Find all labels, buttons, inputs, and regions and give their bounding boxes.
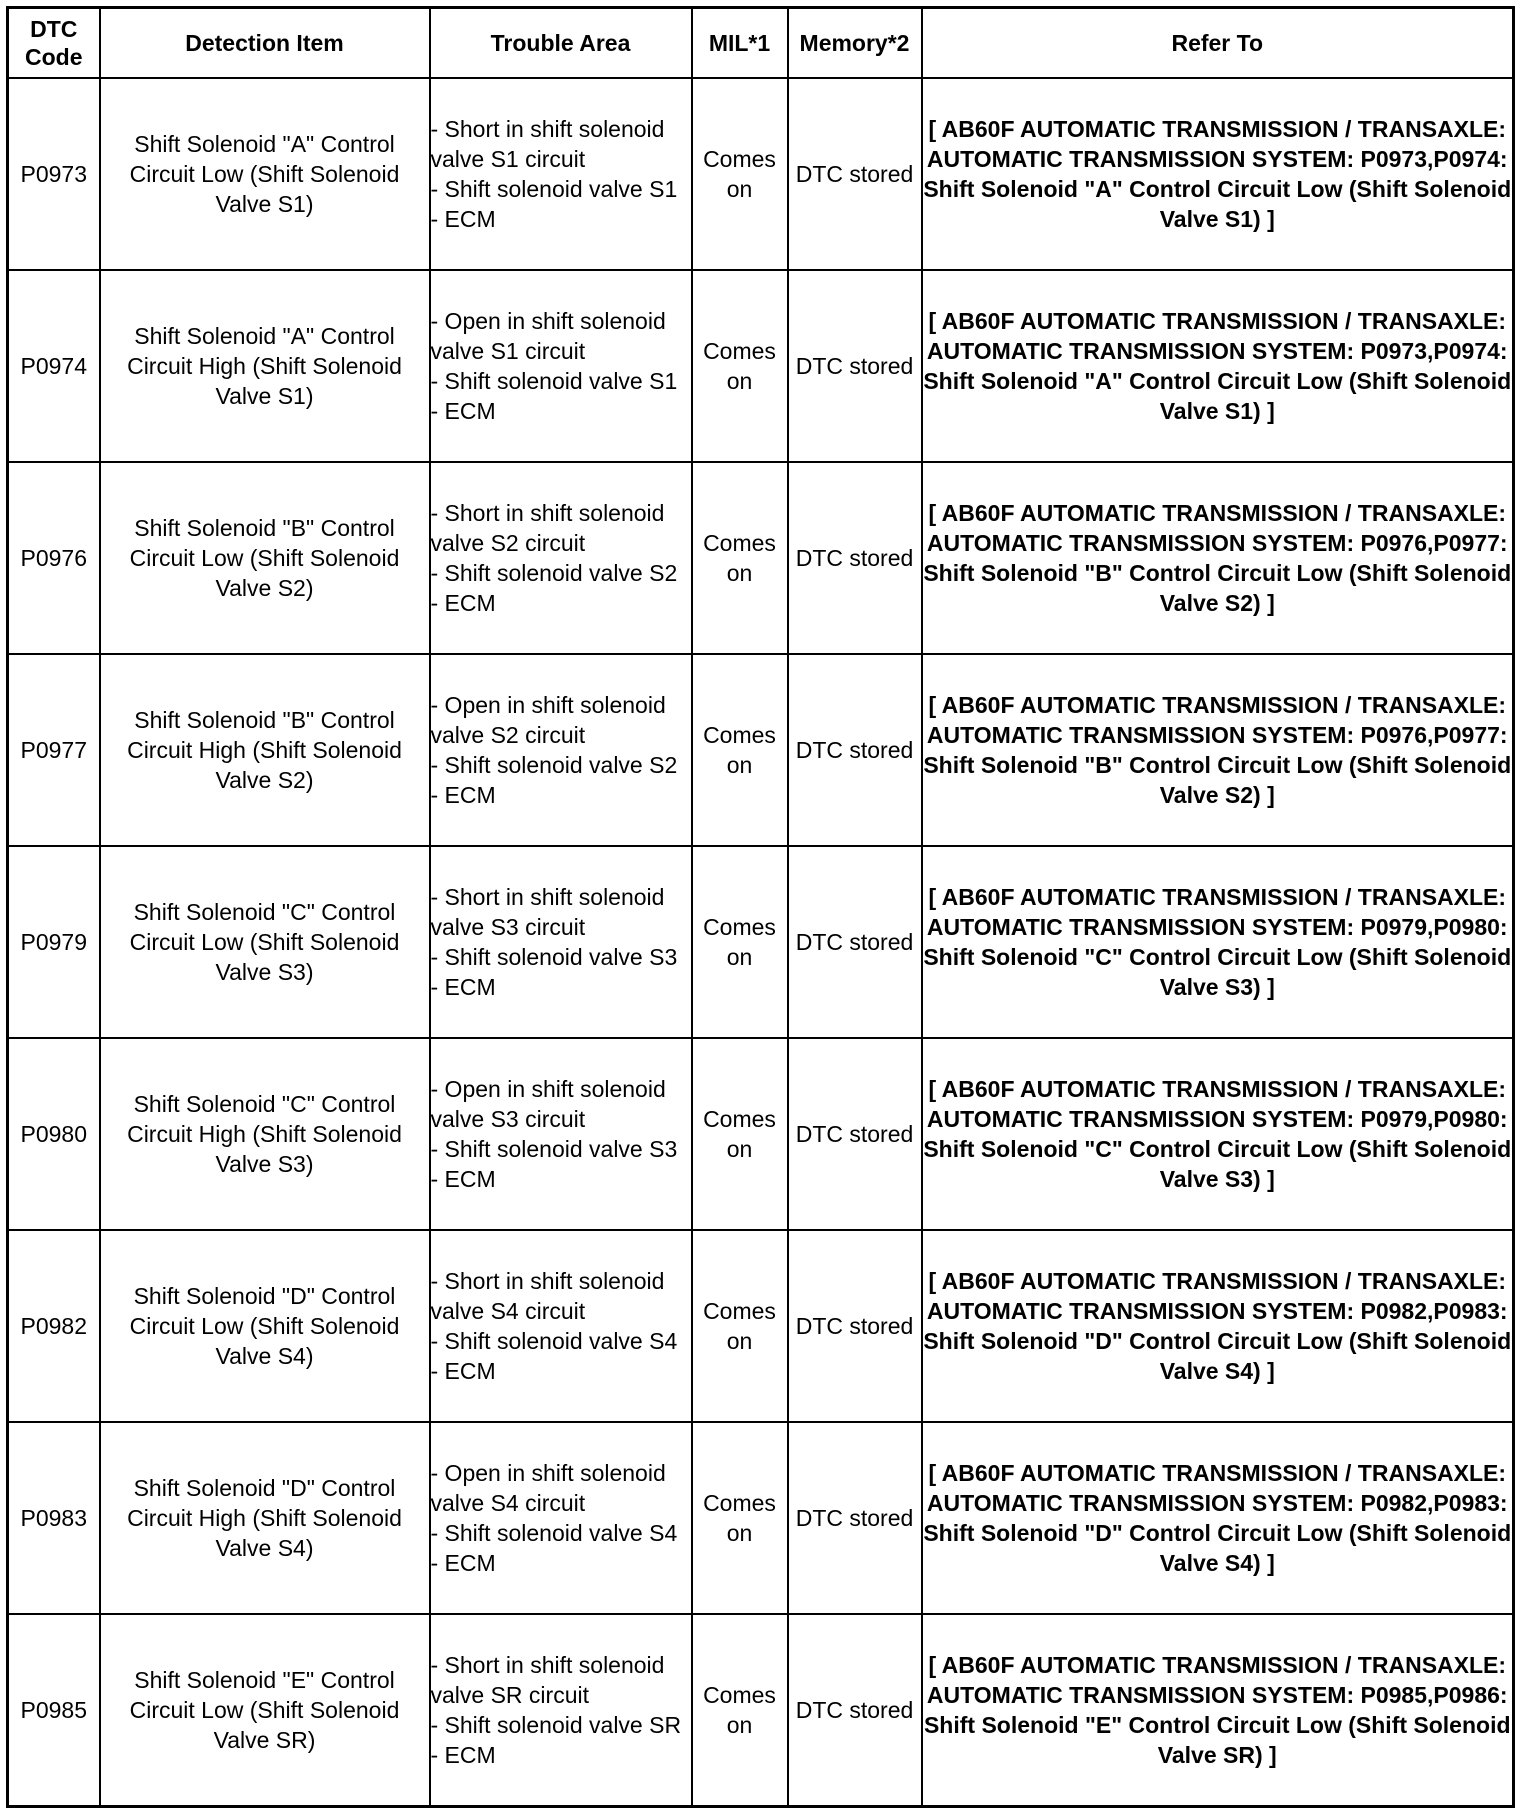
- table-row: [8, 462, 1514, 654]
- trouble-area-line: - ECM: [430, 398, 496, 424]
- memory-cell: DTC stored: [788, 1038, 922, 1230]
- trouble-area-cell: [430, 1038, 692, 1230]
- mil-cell: Comes on: [692, 78, 788, 270]
- trouble-area-line: - Shift solenoid valve S4: [430, 1520, 678, 1546]
- refer-to-cell: [ AB60F AUTOMATIC TRANSMISSION / TRANSAXLE: AUTOMATIC TRANSMISSION SYSTEM: P0985,P0986: Shift Solenoid "E" Control Circuit Low (Shift Solenoid Valve SR) ]: [922, 1614, 1514, 1807]
- trouble-area-line: - Short in shift solenoid valve SR circuit: [430, 1652, 665, 1708]
- detection-item-cell: Shift Solenoid "B" Control Circuit Low (Shift Solenoid Valve S2): [100, 462, 430, 654]
- dtc-code-cell: P0976: [8, 462, 100, 654]
- memory-cell: DTC stored: [788, 270, 922, 462]
- trouble-area-line: - Shift solenoid valve S2: [430, 560, 678, 586]
- table-row: [8, 654, 1514, 846]
- trouble-area-line: - ECM: [430, 590, 496, 616]
- memory-cell: DTC stored: [788, 846, 922, 1038]
- header-refer-to: Refer To: [922, 8, 1514, 79]
- memory-cell: DTC stored: [788, 1230, 922, 1422]
- trouble-area-line: - ECM: [430, 1550, 496, 1576]
- detection-item-cell: Shift Solenoid "C" Control Circuit Low (Shift Solenoid Valve S3): [100, 846, 430, 1038]
- refer-to-cell: [ AB60F AUTOMATIC TRANSMISSION / TRANSAXLE: AUTOMATIC TRANSMISSION SYSTEM: P0973,P0974: Shift Solenoid "A" Control Circuit Low (Shift Solenoid Valve S1) ]: [922, 270, 1514, 462]
- dtc-code-cell: P0983: [8, 1422, 100, 1614]
- trouble-area-line: - Short in shift solenoid valve S1 circuit: [430, 116, 665, 172]
- trouble-area-line: - Shift solenoid valve S1: [430, 176, 678, 202]
- trouble-area-line: - Shift solenoid valve S1: [430, 368, 678, 394]
- memory-cell: DTC stored: [788, 78, 922, 270]
- trouble-area-line: - Shift solenoid valve S3: [430, 1136, 678, 1162]
- memory-cell: DTC stored: [788, 462, 922, 654]
- refer-to-cell: [ AB60F AUTOMATIC TRANSMISSION / TRANSAXLE: AUTOMATIC TRANSMISSION SYSTEM: P0982,P0983: Shift Solenoid "D" Control Circuit Low (Shift Solenoid Valve S4) ]: [922, 1422, 1514, 1614]
- dtc-code-cell: P0973: [8, 78, 100, 270]
- trouble-area-cell: [430, 1614, 692, 1807]
- mil-cell: Comes on: [692, 1422, 788, 1614]
- trouble-area-line: - Open in shift solenoid valve S1 circuit: [430, 308, 666, 364]
- refer-to-cell: [ AB60F AUTOMATIC TRANSMISSION / TRANSAXLE: AUTOMATIC TRANSMISSION SYSTEM: P0976,P0977: Shift Solenoid "B" Control Circuit Low (Shift Solenoid Valve S2) ]: [922, 462, 1514, 654]
- header-trouble-area: Trouble Area: [430, 8, 692, 79]
- detection-item-cell: Shift Solenoid "A" Control Circuit Low (Shift Solenoid Valve S1): [100, 78, 430, 270]
- dtc-code-cell: P0982: [8, 1230, 100, 1422]
- trouble-area-line: - ECM: [430, 1358, 496, 1384]
- refer-to-cell: [ AB60F AUTOMATIC TRANSMISSION / TRANSAXLE: AUTOMATIC TRANSMISSION SYSTEM: P0979,P0980: Shift Solenoid "C" Control Circuit Low (Shift Solenoid Valve S3) ]: [922, 1038, 1514, 1230]
- mil-cell: Comes on: [692, 846, 788, 1038]
- trouble-area-line: - Short in shift solenoid valve S4 circuit: [430, 1268, 665, 1324]
- trouble-area-line: - ECM: [430, 974, 496, 1000]
- trouble-area-line: - ECM: [430, 782, 496, 808]
- header-mil: MIL*1: [692, 8, 788, 79]
- trouble-area-line: - Short in shift solenoid valve S2 circuit: [430, 500, 665, 556]
- trouble-area-line: - Shift solenoid valve S4: [430, 1328, 678, 1354]
- mil-cell: Comes on: [692, 1038, 788, 1230]
- trouble-area-line: - Open in shift solenoid valve S3 circuit: [430, 1076, 666, 1132]
- refer-to-cell: [ AB60F AUTOMATIC TRANSMISSION / TRANSAXLE: AUTOMATIC TRANSMISSION SYSTEM: P0973,P0974: Shift Solenoid "A" Control Circuit Low (Shift Solenoid Valve S1) ]: [922, 78, 1514, 270]
- trouble-area-line: - Open in shift solenoid valve S4 circuit: [430, 1460, 666, 1516]
- table-row: [8, 78, 1514, 270]
- table-row: [8, 1230, 1514, 1422]
- trouble-area-cell: [430, 654, 692, 846]
- detection-item-cell: Shift Solenoid "D" Control Circuit High (Shift Solenoid Valve S4): [100, 1422, 430, 1614]
- trouble-area-line: - Shift solenoid valve SR: [430, 1712, 682, 1738]
- header-dtc-code: DTC Code: [8, 8, 100, 79]
- trouble-area-line: - Open in shift solenoid valve S2 circuit: [430, 692, 666, 748]
- table-row: [8, 1038, 1514, 1230]
- trouble-area-line: - Short in shift solenoid valve S3 circuit: [430, 884, 665, 940]
- table-row: [8, 1422, 1514, 1614]
- trouble-area-cell: [430, 78, 692, 270]
- table-row: [8, 1614, 1514, 1807]
- detection-item-cell: Shift Solenoid "C" Control Circuit High (Shift Solenoid Valve S3): [100, 1038, 430, 1230]
- trouble-area-cell: [430, 1230, 692, 1422]
- dtc-code-cell: P0974: [8, 270, 100, 462]
- dtc-code-cell: P0979: [8, 846, 100, 1038]
- trouble-area-line: - Shift solenoid valve S3: [430, 944, 678, 970]
- detection-item-cell: Shift Solenoid "D" Control Circuit Low (Shift Solenoid Valve S4): [100, 1230, 430, 1422]
- refer-to-cell: [ AB60F AUTOMATIC TRANSMISSION / TRANSAXLE: AUTOMATIC TRANSMISSION SYSTEM: P0979,P0980: Shift Solenoid "C" Control Circuit Low (Shift Solenoid Valve S3) ]: [922, 846, 1514, 1038]
- table-row: [8, 270, 1514, 462]
- mil-cell: Comes on: [692, 1230, 788, 1422]
- dtc-table: [6, 6, 1515, 1808]
- trouble-area-cell: [430, 462, 692, 654]
- trouble-area-line: - ECM: [430, 1742, 496, 1768]
- detection-item-cell: Shift Solenoid "E" Control Circuit Low (Shift Solenoid Valve SR): [100, 1614, 430, 1807]
- trouble-area-cell: [430, 1422, 692, 1614]
- memory-cell: DTC stored: [788, 1614, 922, 1807]
- trouble-area-line: - ECM: [430, 206, 496, 232]
- detection-item-cell: Shift Solenoid "A" Control Circuit High (Shift Solenoid Valve S1): [100, 270, 430, 462]
- refer-to-cell: [ AB60F AUTOMATIC TRANSMISSION / TRANSAXLE: AUTOMATIC TRANSMISSION SYSTEM: P0982,P0983: Shift Solenoid "D" Control Circuit Low (Shift Solenoid Valve S4) ]: [922, 1230, 1514, 1422]
- mil-cell: Comes on: [692, 270, 788, 462]
- trouble-area-cell: [430, 270, 692, 462]
- table-row: [8, 846, 1514, 1038]
- memory-cell: DTC stored: [788, 1422, 922, 1614]
- trouble-area-line: - Shift solenoid valve S2: [430, 752, 678, 778]
- dtc-code-cell: P0985: [8, 1614, 100, 1807]
- memory-cell: DTC stored: [788, 654, 922, 846]
- trouble-area-line: - ECM: [430, 1166, 496, 1192]
- dtc-code-cell: P0980: [8, 1038, 100, 1230]
- dtc-code-cell: P0977: [8, 654, 100, 846]
- detection-item-cell: Shift Solenoid "B" Control Circuit High (Shift Solenoid Valve S2): [100, 654, 430, 846]
- mil-cell: Comes on: [692, 462, 788, 654]
- mil-cell: Comes on: [692, 1614, 788, 1807]
- header-detection-item: Detection Item: [100, 8, 430, 79]
- mil-cell: Comes on: [692, 654, 788, 846]
- table-header-row: [8, 8, 1514, 79]
- header-memory: Memory*2: [788, 8, 922, 79]
- refer-to-cell: [ AB60F AUTOMATIC TRANSMISSION / TRANSAXLE: AUTOMATIC TRANSMISSION SYSTEM: P0976,P0977: Shift Solenoid "B" Control Circuit Low (Shift Solenoid Valve S2) ]: [922, 654, 1514, 846]
- trouble-area-cell: [430, 846, 692, 1038]
